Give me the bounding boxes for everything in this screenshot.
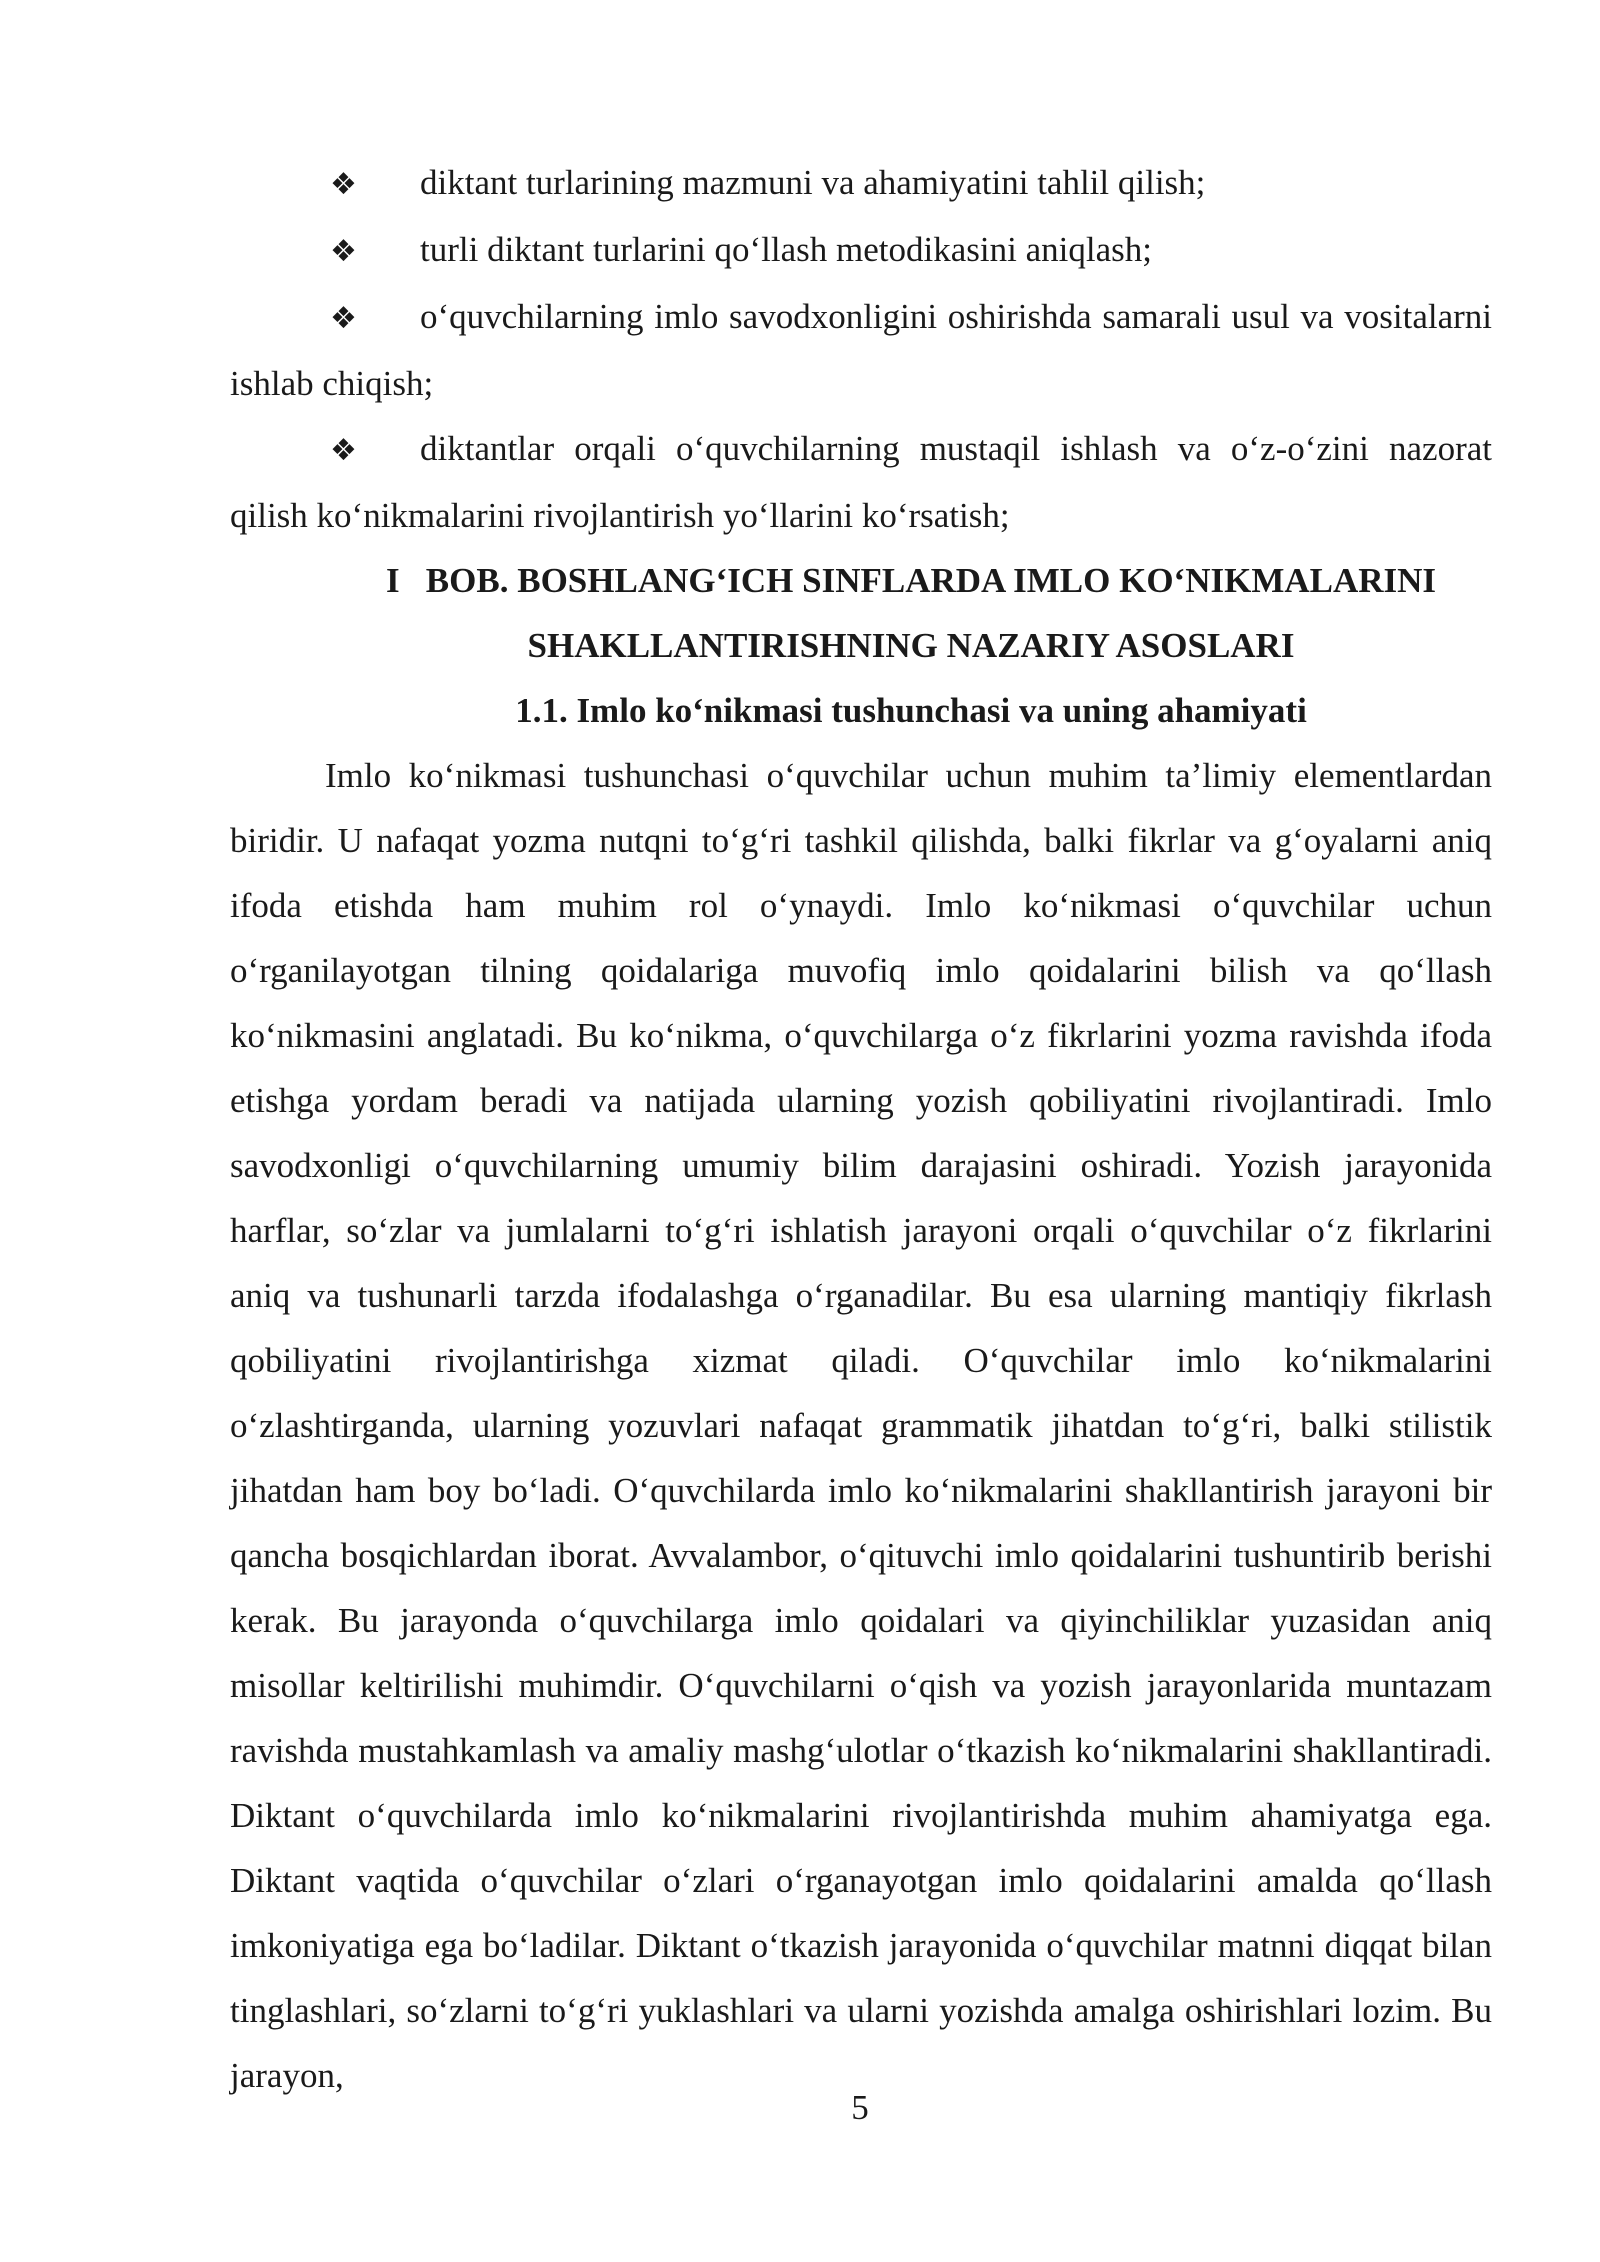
list-item xyxy=(230,416,1492,548)
list-item-text: diktant turlarining mazmuni va ahamiyatini tahlil qilish; xyxy=(420,163,1206,202)
diamond-bullet-icon: ❖ xyxy=(330,234,357,269)
diamond-bullet-icon: ❖ xyxy=(330,301,357,336)
body-paragraph: Imlo ko‘nikmasi tushunchasi o‘quvchilar uchun muhim ta’limiy elementlardan biridir. U nafaqat yozma nutqni to‘g‘ri tashkil qilishda, balki fikrlar va g‘oyalarni aniq ifoda etishda ham muhim rol o‘ynaydi. Imlo ko‘nikmasi o‘quvchilar uchun o‘rganilayotgan tilning qoidalariga muvofiq imlo qoidalarini bilish va qo‘llash ko‘nikmasini anglatadi. Bu ko‘nikma, o‘quvchilarga o‘z fikrlarini yozma ravishda ifoda etishga yordam beradi va natijada ularning yozish qobiliyatini rivojlantiradi. Imlo savodxonligi o‘quvchilarning umumiy bilim darajasini oshiradi. Yozish jarayonida harflar, so‘zlar va jumlalarni to‘g‘ri ishlatish jarayoni orqali o‘quvchilar o‘z fikrlarini aniq va tushunarli tarzda ifodalashga o‘rganadilar. Bu esa ularning mantiqiy fikrlash qobiliyatini rivojlantirishga xizmat qiladi. O‘quvchilar imlo ko‘nikmalarini o‘zlashtirganda, ularning yozuvlari nafaqat grammatik jihatdan to‘g‘ri, balki stilistik jihatdan ham boy bo‘ladi. O‘quvchilarda imlo ko‘nikmalarini shakllantirish jarayoni bir qancha bosqichlardan iborat. Avvalambor, o‘qituvchi imlo qoidalarini tushuntirib berishi kerak. Bu jarayonda o‘quvchilarga imlo qoidalari va qiyinchiliklar yuzasidan aniq misollar keltirilishi muhimdir. O‘quvchilarni o‘qish va yozish jarayonlarida muntazam ravishda mustahkamlash va amaliy mashg‘ulotlar o‘tkazish ko‘nikmalarini shakllantiradi. Diktant o‘quvchilarda imlo ko‘nikmalarini rivojlantirishda muhim ahamiyatga ega. Diktant vaqtida o‘quvchilar o‘zlari o‘rganayotgan imlo qoidalarini amalda qo‘llash imkoniyatiga ega bo‘ladilar. Diktant o‘tkazish jarayonida o‘quvchilar matnni diqqat bilan tinglashlari, so‘zlarni to‘g‘ri yuklashlari va ularni yozishda amalga oshirishlari lozim. Bu jarayon, xyxy=(230,756,1492,2095)
list-item xyxy=(230,217,1492,284)
diamond-bullet-icon: ❖ xyxy=(330,167,357,202)
list-item-text: diktantlar orqali o‘quvchilarning mustaqil ishlash va o‘z-o‘zini nazorat qilish ko‘nikmalarini rivojlantirish yo‘llarini ko‘rsatish; xyxy=(230,429,1492,535)
list-item-text: turli diktant turlarini qo‘llash metodikasini aniqlash; xyxy=(420,230,1152,269)
section-title: 1.1. Imlo ko‘nikmasi tushunchasi va uning ahamiyati xyxy=(515,691,1307,730)
document-page xyxy=(230,150,1492,2108)
objectives-list xyxy=(230,150,1492,548)
list-item-text: o‘quvchilarning imlo savodxonligini oshirishda samarali usul va vositalarni ishlab chiqish; xyxy=(230,297,1492,403)
chapter-title xyxy=(230,548,1492,678)
chapter-title-line-1: I BOB. BOSHLANG‘ICH SINFLARDA IMLO KO‘NIKMALARINI xyxy=(385,561,1437,600)
list-item xyxy=(230,284,1492,416)
list-item xyxy=(230,150,1492,217)
diamond-bullet-icon: ❖ xyxy=(330,433,357,468)
page-number: 5 xyxy=(851,2088,869,2127)
chapter-title-line-2: SHAKLLANTIRISHNING NAZARIY ASOSLARI xyxy=(527,626,1295,665)
